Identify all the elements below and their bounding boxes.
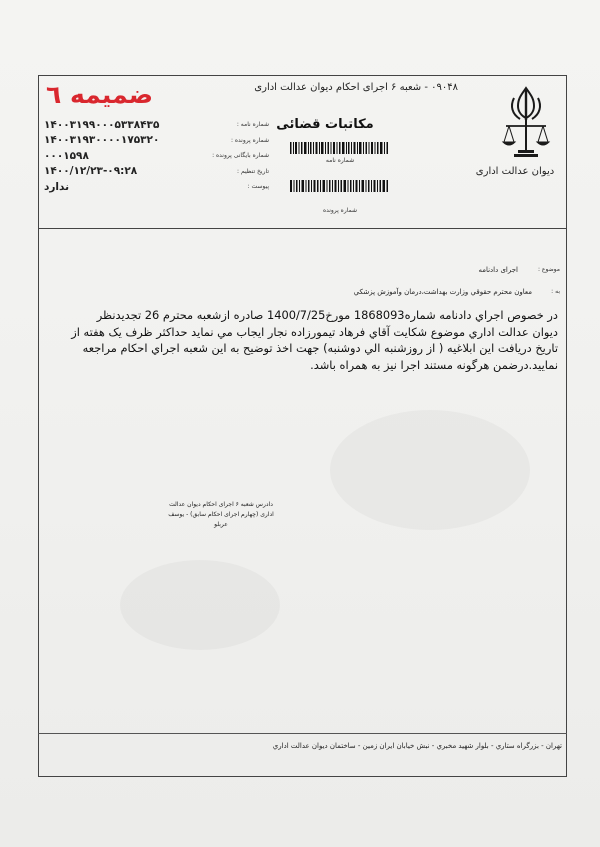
subject-text: اجرای دادنامه — [478, 266, 518, 274]
recipient-label: به : — [551, 288, 560, 295]
letter-body — [58, 307, 558, 373]
meta-value: ۱۴۰۰۳۱۹۹۰۰۰۵۳۳۸۴۳۵ — [44, 118, 160, 131]
body-line: ديوان عدالت اداري موضوع شكايت آقاي فرهاد تيمورزاده نجار ايجاب مي نمايد حداكثر ظرف يک هفته از — [71, 324, 558, 339]
signature-block — [136, 500, 306, 530]
body-line: در خصوص اجراي دادنامه شماره1868093 مورخ1400/7/25 صادره ازشعبه محترم 26 تجديدنظر — [96, 308, 558, 322]
meta-value: ۰۰۰۱۵۹۸ — [44, 149, 89, 162]
emblem-icon — [500, 84, 552, 162]
organization-name: دیوان عدالت اداری — [475, 166, 555, 177]
signature-line: دادرس شعبه ۶ اجرای احکام دیوان عدالت — [169, 501, 273, 508]
meta-label: شماره پرونده : — [230, 136, 269, 144]
meta-label: شماره نامه : — [236, 121, 269, 129]
annex-label: ضمیمه ٦ — [46, 80, 154, 109]
letter-metadata — [44, 117, 269, 195]
letter-barcode — [290, 142, 388, 154]
meta-row-case-number — [44, 133, 269, 149]
meta-label: پیوست : — [247, 183, 269, 191]
meta-value: ندارد — [44, 180, 70, 193]
signature-line: عربلو — [214, 521, 228, 528]
body-line: تاريخ دريافت اين ابلاغيه ( از روزشنبه الي دوشنبه) جهت اخذ توضيح به اين شعبه اجراي احكام مراجعه — [82, 341, 558, 355]
footer-divider — [38, 733, 567, 734]
case-barcode-label: شماره پرونده — [322, 207, 358, 214]
footer-address: تهران - بزرگراه ستاري - بلوار شهيد مخبري - نبش خيابان ايران زمين - ساختمان ديوان عدالت اداري — [272, 742, 562, 750]
meta-row-archive-number — [44, 148, 269, 164]
recipient-text: معاون محترم حقوقي وزارت بهداشت،درمان وآموزش پزشكي — [353, 288, 532, 296]
case-barcode — [290, 180, 388, 192]
page-title: مکاتبات قضائی — [276, 117, 374, 132]
body-line: نماييد.درضمن هرگونه مستند اجرا نيز به همراه باشد. — [310, 357, 558, 372]
subject-label: موضوع : — [537, 266, 560, 273]
meta-row-date — [44, 164, 269, 180]
header-divider — [38, 228, 567, 229]
meta-row-attachment — [44, 179, 269, 195]
meta-label: تاریخ تنظیم : — [237, 167, 269, 175]
meta-label: شماره بایگانی پرونده : — [212, 152, 269, 160]
signature-line: اداری (چهارم اجرای احکام سابق) - یوسف — [168, 511, 274, 518]
meta-value: ۱۴۰۰۳۱۹۳۰۰۰۰۱۷۵۳۲۰ — [44, 134, 160, 147]
top-reference: ۰۹۰۴۸ - شعبه ۶ اجرای احکام دیوان عدالت اداری — [254, 82, 458, 93]
meta-value: ۱۴۰۰/۱۲/۲۳-۰۹:۲۸ — [44, 165, 138, 178]
meta-row-letter-number — [44, 117, 269, 133]
letter-barcode-label: شماره نامه — [325, 157, 355, 164]
